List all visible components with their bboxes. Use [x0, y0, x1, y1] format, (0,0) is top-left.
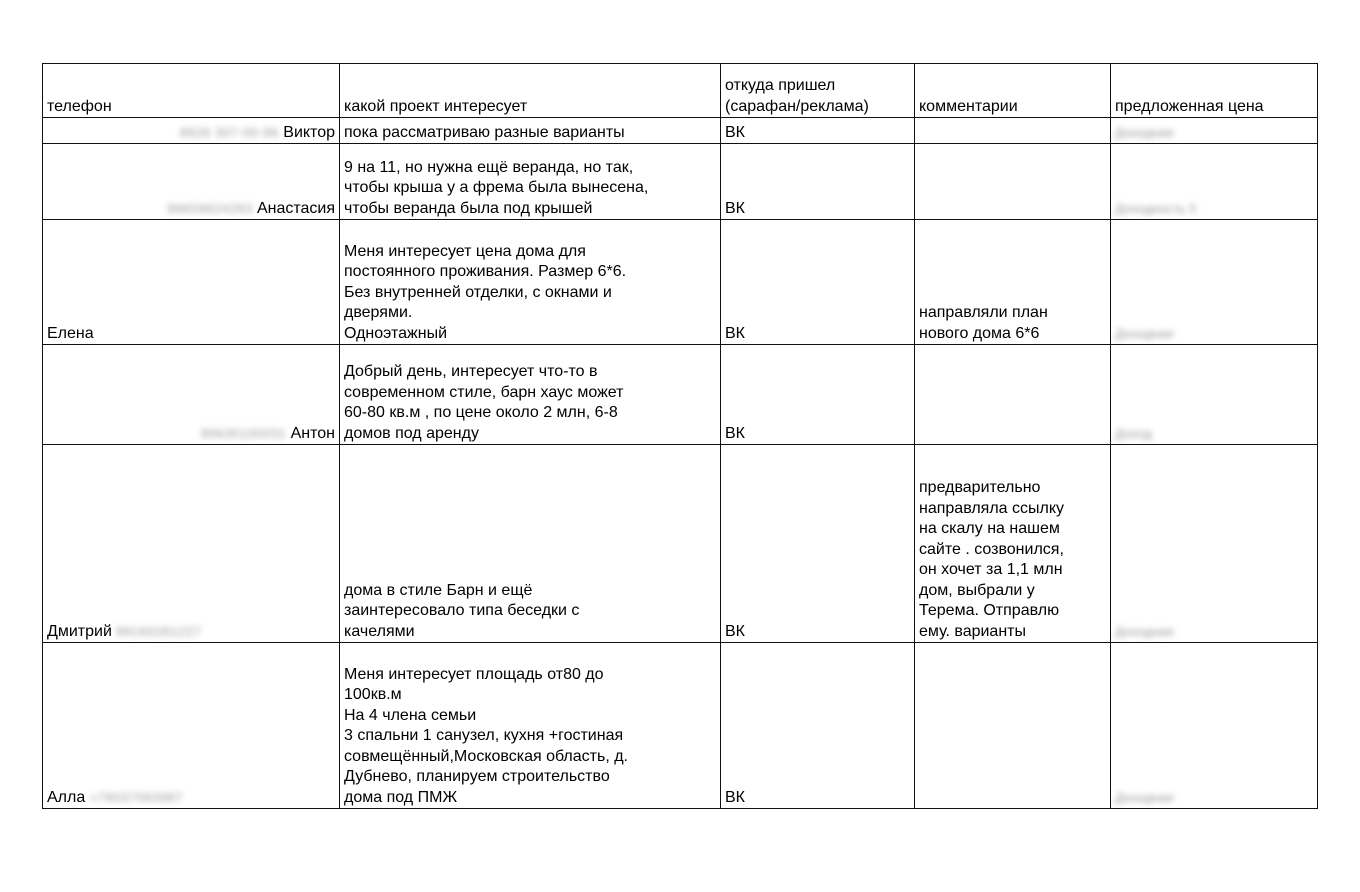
price-cell[interactable]	[1111, 643, 1318, 809]
phone-cell[interactable]	[43, 345, 340, 445]
comment-cell[interactable]	[915, 144, 1111, 220]
contact-name: Анастасия	[256, 199, 335, 217]
header-price[interactable]: предложенная цена	[1111, 64, 1318, 118]
source-cell[interactable]: ВК	[721, 345, 915, 445]
price-cell[interactable]	[1111, 144, 1318, 220]
source-cell[interactable]: ВК	[721, 643, 915, 809]
contact-name: Дмитрий	[47, 622, 112, 640]
table-row	[43, 118, 1318, 144]
comment-cell[interactable]	[915, 118, 1111, 144]
price-redacted: Доходная	[1115, 789, 1174, 805]
table-row	[43, 345, 1318, 445]
price-cell[interactable]	[1111, 118, 1318, 144]
table-row	[43, 144, 1318, 220]
comment-cell[interactable]	[915, 345, 1111, 445]
contact-name: Виктор	[283, 123, 335, 141]
phone-cell[interactable]	[43, 220, 340, 345]
price-cell[interactable]	[1111, 345, 1318, 445]
phone-redacted: +79037093987	[89, 789, 183, 805]
source-cell[interactable]: ВК	[721, 118, 915, 144]
project-cell[interactable]: Добрый день, интересует что-то в современном стиле, барн хаус может 60-80 кв.м , по цене около 2 млн, 6-8 домов под аренду	[340, 345, 721, 445]
phone-cell[interactable]	[43, 445, 340, 643]
contact-name: Антон	[290, 424, 335, 442]
phone-cell[interactable]	[43, 643, 340, 809]
source-cell[interactable]: ВК	[721, 144, 915, 220]
phone-redacted: 89659624283	[167, 200, 253, 216]
leads-table	[42, 63, 1318, 809]
table-row	[43, 220, 1318, 345]
project-cell[interactable]: 9 на 11, но нужна ещё веранда, но так, чтобы крыша у а фрема была вынесена, чтобы веранда была под крышей	[340, 144, 721, 220]
price-redacted: Доходная	[1115, 124, 1174, 140]
project-cell[interactable]: дома в стиле Барн и ещё заинтересовало типа беседки с качелями	[340, 445, 721, 643]
header-comments[interactable]: комментарии	[915, 64, 1111, 118]
price-redacted: Доход	[1115, 425, 1152, 441]
source-cell[interactable]: ВК	[721, 445, 915, 643]
phone-cell[interactable]	[43, 144, 340, 220]
price-redacted: Доходная	[1115, 623, 1174, 639]
price-cell[interactable]	[1111, 445, 1318, 643]
header-source[interactable]: откуда пришел (сарафан/реклама)	[721, 64, 915, 118]
comment-cell[interactable]	[915, 643, 1111, 809]
phone-redacted: 89630100031	[201, 425, 287, 441]
phone-cell[interactable]	[43, 118, 340, 144]
table-row	[43, 643, 1318, 809]
comment-cell[interactable]: предварительно направляла ссылку на скалу на нашем сайте . созвонился, он хочет за 1,1 млн дом, выбрали у Терема. Отправлю ему. варианты	[915, 445, 1111, 643]
table-row	[43, 445, 1318, 643]
price-cell[interactable]	[1111, 220, 1318, 345]
phone-redacted: 8926 307-00-96	[180, 124, 279, 140]
project-cell[interactable]: пока рассматриваю разные варианты	[340, 118, 721, 144]
header-phone[interactable]: телефон	[43, 64, 340, 118]
comment-cell[interactable]: направляли план нового дома 6*6	[915, 220, 1111, 345]
source-cell[interactable]: ВК	[721, 220, 915, 345]
phone-redacted: 89160281227	[116, 623, 202, 639]
header-row	[43, 64, 1318, 118]
project-cell[interactable]: Меня интересует площадь от80 до 100кв.м На 4 члена семьи 3 спальни 1 санузел, кухня +гостиная совмещённый,Московская область, д. Дубнево, планируем строительство дома под ПМЖ	[340, 643, 721, 809]
header-project[interactable]: какой проект интересует	[340, 64, 721, 118]
price-redacted: Доходная	[1115, 325, 1174, 341]
project-cell[interactable]: Меня интересует цена дома для постоянного проживания. Размер 6*6. Без внутренней отделки, с окнами и дверями. Одноэтажный	[340, 220, 721, 345]
price-redacted: Доходность 5	[1115, 200, 1197, 216]
contact-name: Алла	[47, 788, 86, 806]
contact-name: Елена	[47, 324, 94, 342]
